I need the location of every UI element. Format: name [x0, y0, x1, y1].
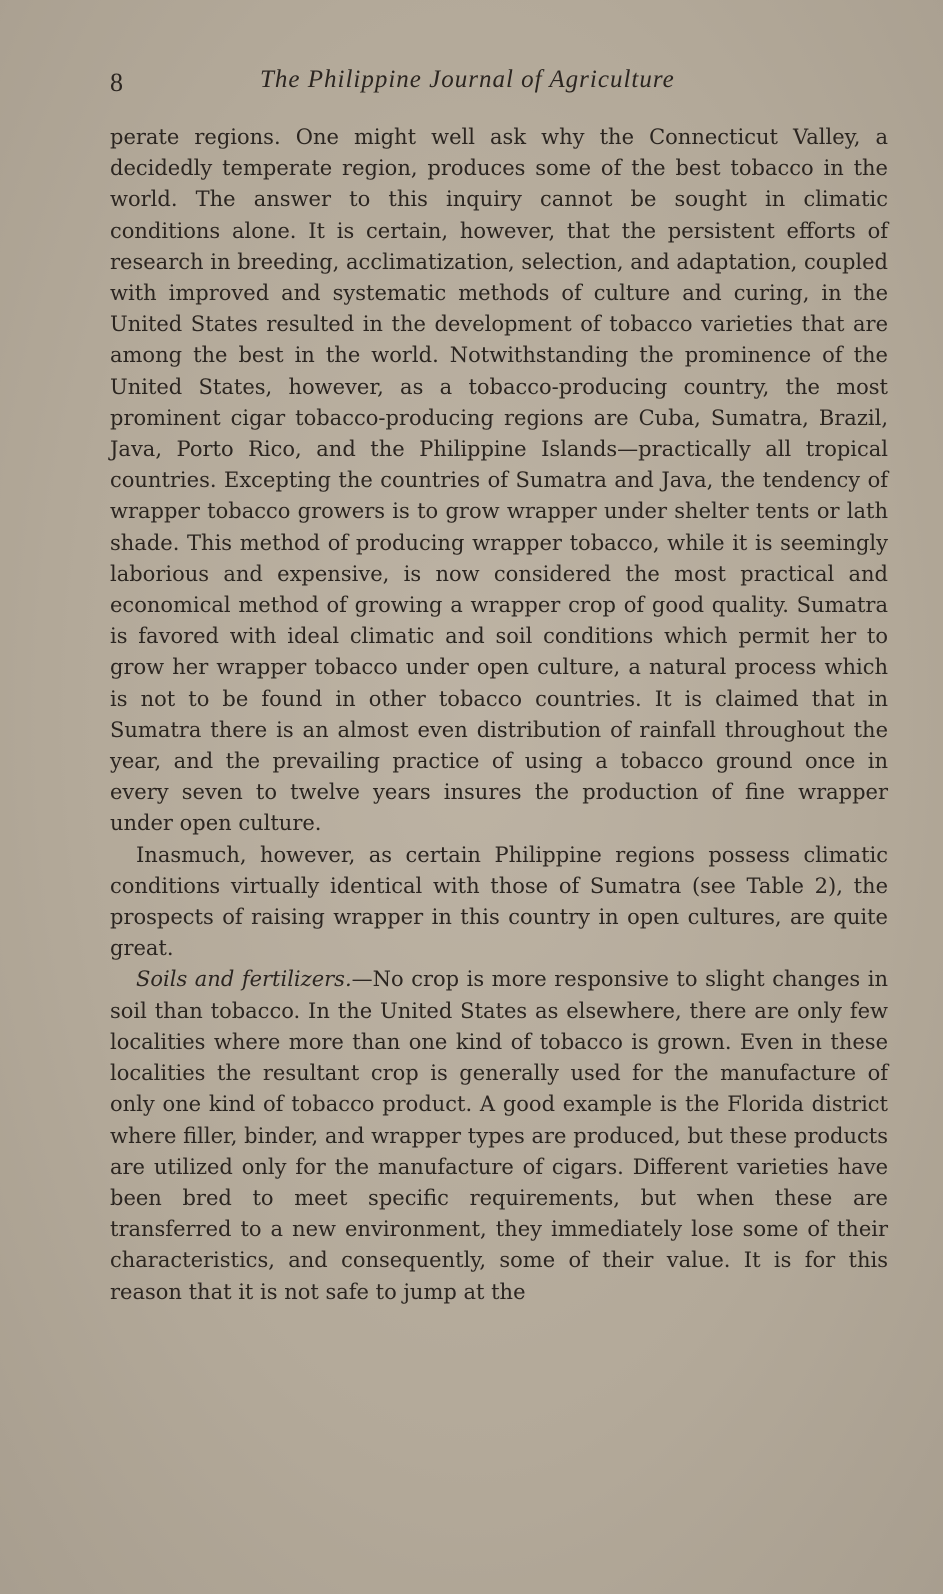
paragraph-continuation: [110, 122, 888, 840]
running-head: [110, 62, 890, 102]
paragraph-text: —No crop is more responsive to slight changes in soil than tobacco. In the United States as elsewhere, there are only few localities where more than one kind of tobacco is grown. Even in these localities the resultant crop is generally used for the manufacture of only one kind of tobacco product. A good example is the Florida district where filler, binder, and wrapper types are produced, but these products are utilized only for the manufacture of cigars. Different varieties have been bred to meet specific requirements, but when these are transferred to a new environment, they immediately lose some of their characteristics, and consequently, some of their value. It is for this reason that it is not safe to jump at the: [110, 967, 888, 1304]
section-run-in-heading: Soils and fertilizers.: [136, 967, 352, 992]
body-text: [110, 122, 888, 1308]
paragraph-text: perate regions. One might well ask why the Connecticut Valley, a decidedly temperate region, produces some of the best tobacco in the world. The answer to this inquiry cannot be sought in climatic conditions alone. It is certain, however, that the persistent efforts of research in breeding, acclimatization, selection, and adaptation, coupled with improved and systematic methods of culture and curing, in the United States resulted in the development of tobacco varieties that are among the best in the world. Notwithstanding the prominence of the United States, however, as a tobacco-producing country, the most prominent cigar tobacco-producing regions are Cuba, Sumatra, Brazil, Java, Porto Rico, and the Philippine Islands—practically all tropical countries. Excepting the countries of Sumatra and Java, the tendency of wrapper tobacco growers is to grow wrapper under shelter tents or lath shade. This method of producing wrapper tobacco, while it is seemingly laborious and expensive, is now considered the most practical and economical method of growing a wrapper crop of good quality. Sumatra is favored with ideal climatic and soil conditions which permit her to grow her wrapper tobacco under open culture, a natural process which is not to be found in other tobacco countries. It is claimed that in Sumatra there is an almost even distribution of rainfall throughout the year, and the prevailing practice of using a tobacco ground once in every seven to twelve years insures the production of fine wrapper under open culture.: [110, 125, 888, 836]
paragraph-text: Inasmuch, however, as certain Philippine regions possess climatic conditions virtually identical with those of Sumatra (see Table 2), the prospects of raising wrapper in this country in open cultures, are quite great.: [110, 842, 888, 961]
journal-title: The Philippine Journal of Agriculture: [260, 66, 675, 93]
page-number: 8: [110, 68, 123, 97]
paragraph-soils-fertilizers: [110, 964, 888, 1307]
paragraph-sumatra-comparison: [110, 840, 888, 965]
